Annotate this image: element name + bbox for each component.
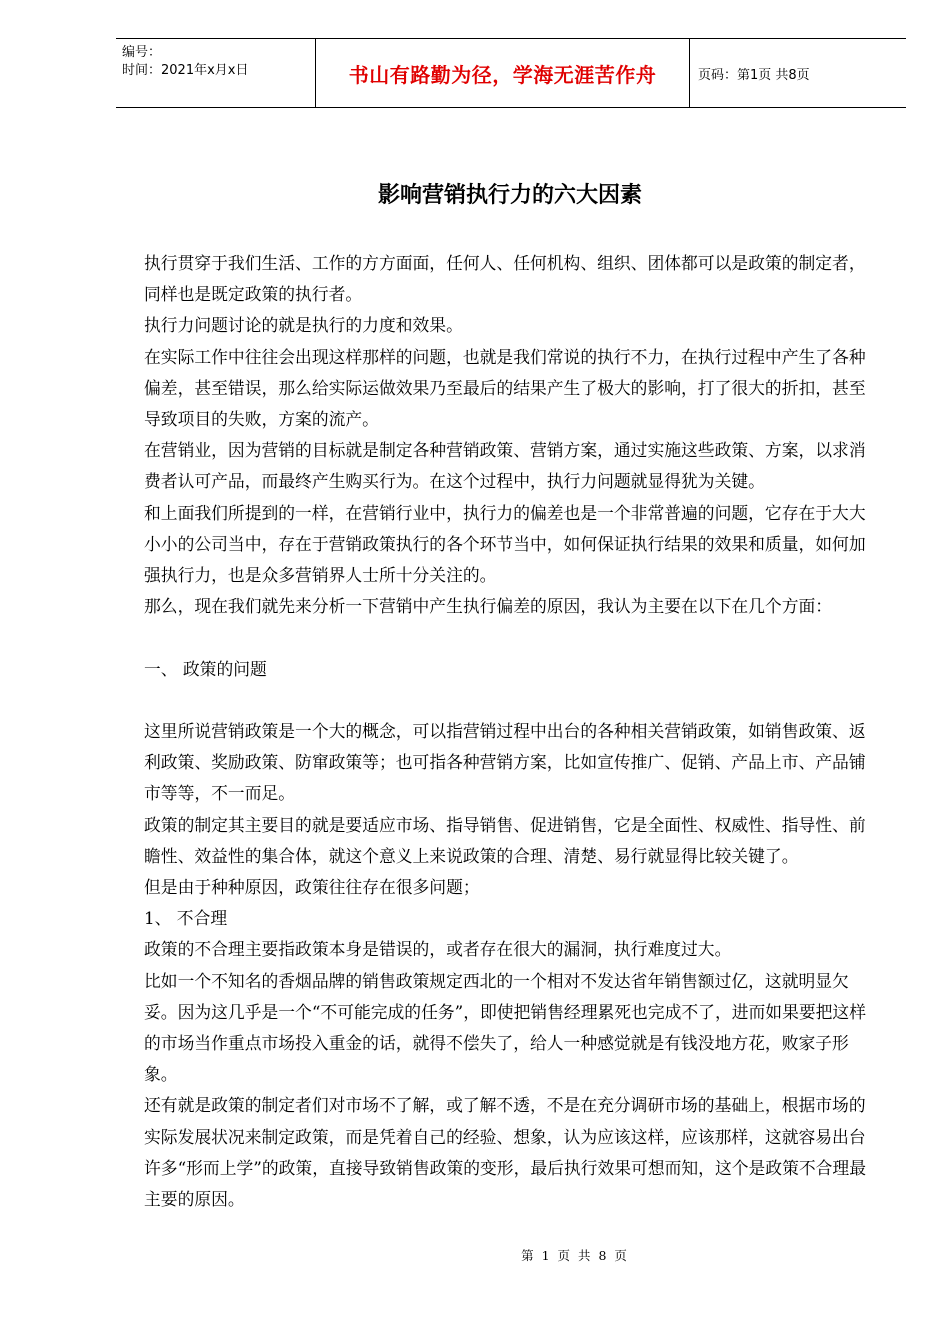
paragraph: 执行贯穿于我们生活、工作的方方面面，任何人、任何机构、组织、团体都可以是政策的制定者，同样也是既定政策的执行者。	[144, 253, 866, 305]
paragraph: 在营销业，因为营销的目标就是制定各种营销政策、营销方案，通过实施这些政策、方案，以求消费者认可产品，而最终产生购买行为。在这个过程中，执行力问题就显得犹为关键。	[144, 440, 866, 492]
header-motto: 书山有路勤为径，学海无涯苦作舟	[316, 39, 690, 107]
paragraph: 那么，现在我们就先来分析一下营销中产生执行偏差的原因，我认为主要在以下在几个方面：	[144, 596, 833, 617]
document-title: 影响营销执行力的六大因素	[377, 183, 642, 208]
paragraph: 这里所说营销政策是一个大的概念，可以指营销过程中出台的各种相关营销政策，如销售政策、返利政策、奖励政策、防窜政策等；也可指各种营销方案，比如宣传推广、促销、产品上市、产品铺市等等，不一而足。	[144, 721, 866, 804]
paragraph: 在实际工作中往往会出现这样那样的问题，也就是我们常说的执行不力，在执行过程中产生了各种偏差，甚至错误，那么给实际运做效果乃至最后的结果产生了极大的影响，打了很大的折扣，甚至导致项目的失败，方案的流产。	[144, 346, 866, 430]
paragraph: 政策的不合理主要指政策本身是错误的，或者存在很大的漏洞，执行难度过大。	[144, 939, 732, 960]
blank-line	[144, 622, 874, 653]
paragraph: 执行力问题讨论的就是执行的力度和效果。	[144, 315, 463, 336]
paragraph: 和上面我们所提到的一样，在营销行业中，执行力的偏差也是一个非常普遍的问题，它存在于大大小小的公司当中，存在于营销政策执行的各个环节当中，如何保证执行结果的效果和质量，如何加强执行力，也是众多营销界人士所十分关注的。	[144, 502, 866, 586]
blank-line	[144, 685, 874, 716]
paragraph: 还有就是政策的制定者们对市场不了解，或了解不透，不是在充分调研市场的基础上，根据市场的实际发展状况来制定政策，而是凭着自己的经验、想象，认为应该这样，应该那样，这就容易出台许多“形而上学”的政策，直接导致销售政策的变形，最后执行效果可想而知，这个是政策不合理最主要的原因。	[144, 1095, 866, 1210]
document-body	[144, 248, 874, 1215]
header-meta-cell	[116, 39, 316, 107]
section-heading: 一、 政策的问题	[144, 658, 267, 679]
paragraph: 但是由于种种原因，政策往往存在很多问题；	[144, 877, 480, 898]
header-page-info: 页码：第1页 共8页	[698, 67, 810, 83]
page-footer: 第 1 页 共 8 页	[521, 1248, 629, 1263]
time-label: 时间：2021年x月x日	[122, 63, 249, 78]
paragraph: 比如一个不知名的香烟品牌的销售政策规定西北的一个相对不发达省年销售额过亿，这就明显欠妥。因为这几乎是一个“不可能完成的任务”，即使把销售经理累死也完成不了，进而如果要把这样的市场当作重点市场投入重金的话，就得不偿失了，给人一种感觉就是有钱没地方花，败家子形象。	[144, 970, 866, 1085]
subsection-heading: 1、 不合理	[144, 908, 228, 929]
document-header	[116, 38, 906, 108]
paragraph: 政策的制定其主要目的就是要适应市场、指导销售、促进销售，它是全面性、权威性、指导性、前瞻性、效益性的集合体，就这个意义上来说政策的合理、清楚、易行就显得比较关键了。	[144, 814, 866, 866]
code-label: 编号：	[122, 45, 162, 60]
